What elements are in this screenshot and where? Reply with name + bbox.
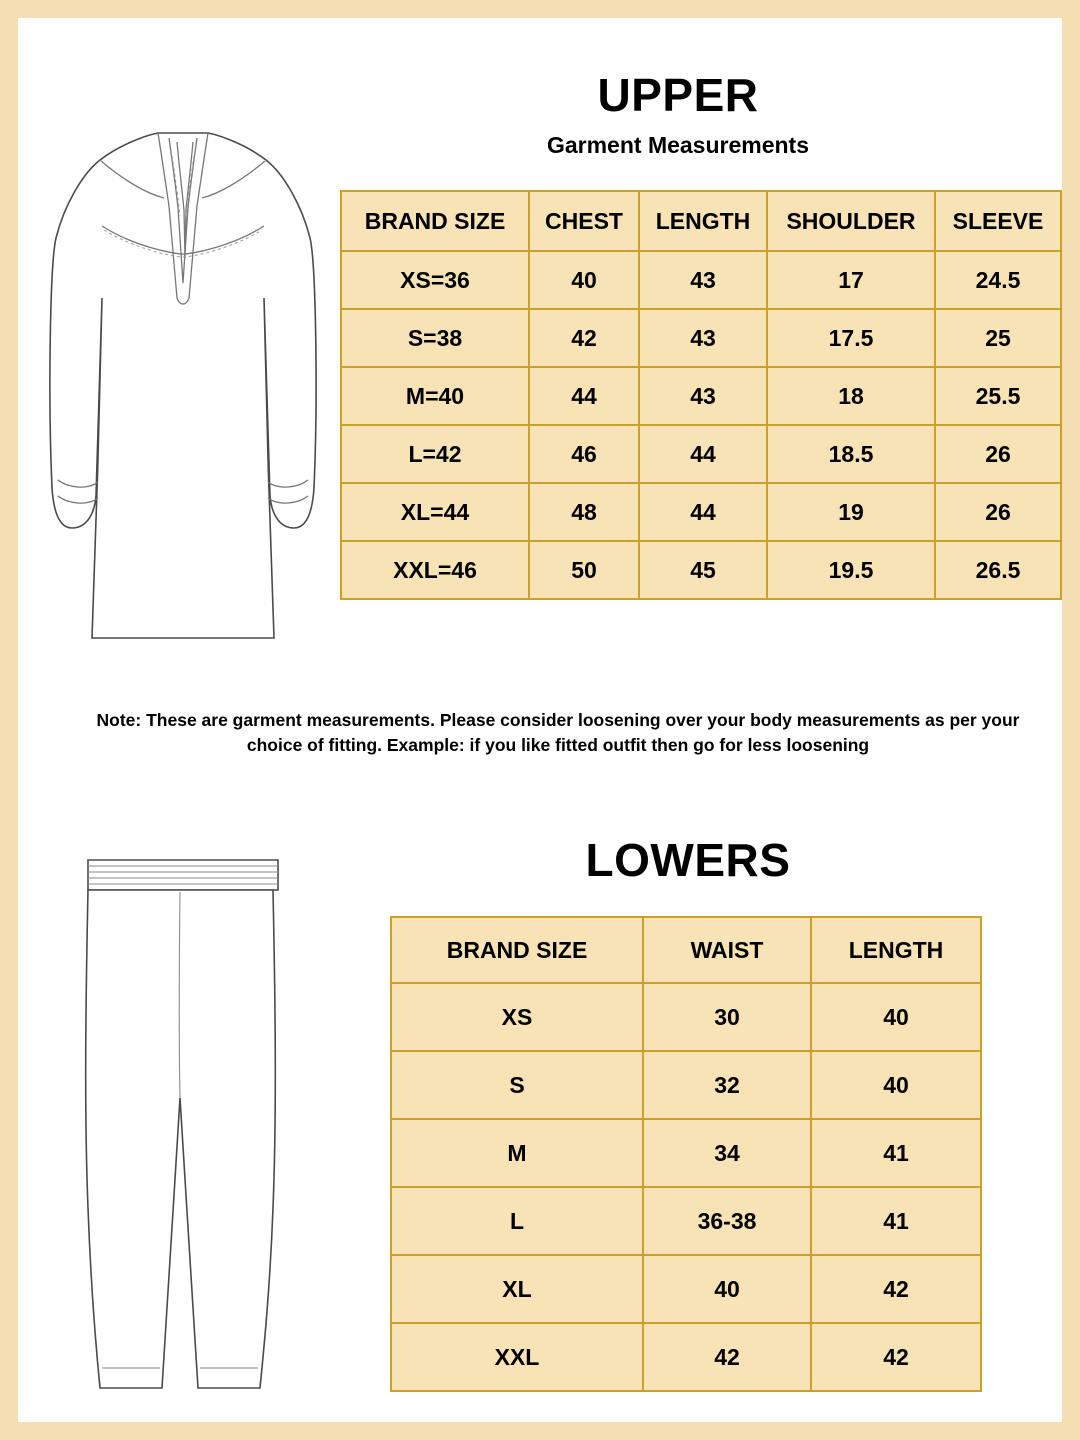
cell-length: 44 (639, 425, 767, 483)
cell-chest: 50 (529, 541, 639, 599)
upper-col-chest: CHEST (529, 191, 639, 251)
table-row (341, 251, 1061, 309)
upper-title: UPPER (597, 69, 759, 121)
table-row (341, 483, 1061, 541)
cell-brand-size: L (391, 1187, 643, 1255)
cell-shoulder: 17 (767, 251, 935, 309)
upper-measurements-table (340, 190, 1062, 600)
upper-subtitle: Garment Measurements (546, 132, 810, 158)
cell-chest: 42 (529, 309, 639, 367)
cell-shoulder: 18 (767, 367, 935, 425)
cell-brand-size: XL=44 (341, 483, 529, 541)
cell-shoulder: 17.5 (767, 309, 935, 367)
upper-col-length: LENGTH (639, 191, 767, 251)
cell-brand-size: XXL (391, 1323, 643, 1391)
cell-length: 43 (639, 309, 767, 367)
table-row (391, 983, 981, 1051)
size-chart-page (18, 18, 1062, 1422)
kurta-illustration (38, 98, 328, 658)
cell-chest: 44 (529, 367, 639, 425)
cell-waist: 32 (643, 1051, 811, 1119)
cell-sleeve: 26 (935, 483, 1061, 541)
cell-waist: 30 (643, 983, 811, 1051)
table-row (341, 541, 1061, 599)
upper-col-sleeve: SLEEVE (935, 191, 1061, 251)
cell-length: 42 (811, 1255, 981, 1323)
table-row (391, 1255, 981, 1323)
table-row (341, 425, 1061, 483)
table-row (391, 1119, 981, 1187)
table-row (391, 1051, 981, 1119)
upper-col-brand-size: BRAND SIZE (341, 191, 529, 251)
cell-shoulder: 18.5 (767, 425, 935, 483)
table-row (341, 309, 1061, 367)
lowers-heading-block (348, 833, 1028, 887)
lowers-col-brand-size: BRAND SIZE (391, 917, 643, 983)
cell-waist: 42 (643, 1323, 811, 1391)
cell-length: 42 (811, 1323, 981, 1391)
cell-length: 43 (639, 251, 767, 309)
pyjama-illustration (58, 848, 308, 1408)
cell-sleeve: 26.5 (935, 541, 1061, 599)
table-header-row (391, 917, 981, 983)
cell-brand-size: XS (391, 983, 643, 1051)
cell-waist: 36-38 (643, 1187, 811, 1255)
cell-length: 45 (639, 541, 767, 599)
cell-brand-size: L=42 (341, 425, 529, 483)
cell-waist: 40 (643, 1255, 811, 1323)
upper-col-shoulder: SHOULDER (767, 191, 935, 251)
lowers-col-waist: WAIST (643, 917, 811, 983)
cell-length: 43 (639, 367, 767, 425)
cell-brand-size: M=40 (341, 367, 529, 425)
measurement-note: Note: These are garment measurements. Please consider loosening over your body measurements as per your choice of fitting. Example: if you like fitted outfit then go for less loosening (96, 710, 1020, 756)
cell-waist: 34 (643, 1119, 811, 1187)
table-row (341, 367, 1061, 425)
cell-brand-size: XXL=46 (341, 541, 529, 599)
table-header-row (341, 191, 1061, 251)
cell-shoulder: 19.5 (767, 541, 935, 599)
lowers-measurements-table (390, 916, 982, 1392)
cell-shoulder: 19 (767, 483, 935, 541)
cell-sleeve: 26 (935, 425, 1061, 483)
lowers-col-length: LENGTH (811, 917, 981, 983)
cell-length: 44 (639, 483, 767, 541)
cell-length: 40 (811, 1051, 981, 1119)
cell-sleeve: 25 (935, 309, 1061, 367)
cell-sleeve: 25.5 (935, 367, 1061, 425)
upper-section (18, 18, 1062, 718)
lowers-title: LOWERS (585, 834, 791, 886)
cell-brand-size: M (391, 1119, 643, 1187)
cell-length: 41 (811, 1119, 981, 1187)
cell-brand-size: S (391, 1051, 643, 1119)
cell-length: 40 (811, 983, 981, 1051)
cell-chest: 46 (529, 425, 639, 483)
table-row (391, 1187, 981, 1255)
upper-heading-block (328, 68, 1028, 159)
cell-length: 41 (811, 1187, 981, 1255)
table-row (391, 1323, 981, 1391)
cell-sleeve: 24.5 (935, 251, 1061, 309)
cell-chest: 40 (529, 251, 639, 309)
cell-brand-size: S=38 (341, 309, 529, 367)
cell-brand-size: XS=36 (341, 251, 529, 309)
cell-brand-size: XL (391, 1255, 643, 1323)
cell-chest: 48 (529, 483, 639, 541)
